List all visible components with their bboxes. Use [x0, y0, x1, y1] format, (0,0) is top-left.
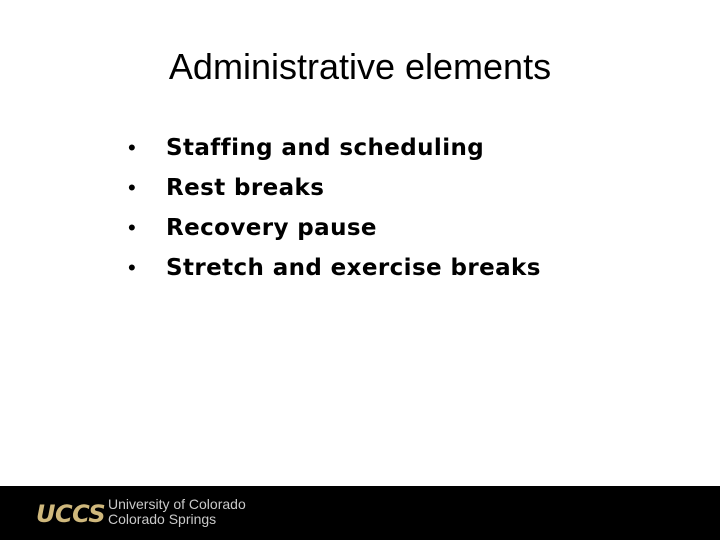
bullet-list — [128, 128, 541, 288]
bullet-icon: • — [128, 255, 137, 280]
footer-bar — [0, 486, 720, 540]
bullet-text: Staffing and scheduling — [166, 135, 485, 161]
bullet-icon: • — [128, 215, 137, 240]
list-item — [128, 208, 541, 248]
slide-title: Administrative elements — [168, 46, 552, 87]
bullet-text: Recovery pause — [166, 215, 377, 241]
list-item — [128, 128, 541, 168]
list-item — [128, 248, 541, 288]
uccs-logo: UCCS — [36, 500, 106, 528]
university-name-line1: University of Colorado — [108, 496, 246, 512]
bullet-icon: • — [128, 135, 137, 160]
bullet-icon: • — [128, 175, 137, 200]
university-name-line2: Colorado Springs — [108, 511, 217, 527]
bullet-text: Stretch and exercise breaks — [166, 255, 541, 281]
bullet-text: Rest breaks — [166, 175, 325, 201]
list-item — [128, 168, 541, 208]
university-name — [108, 497, 246, 527]
